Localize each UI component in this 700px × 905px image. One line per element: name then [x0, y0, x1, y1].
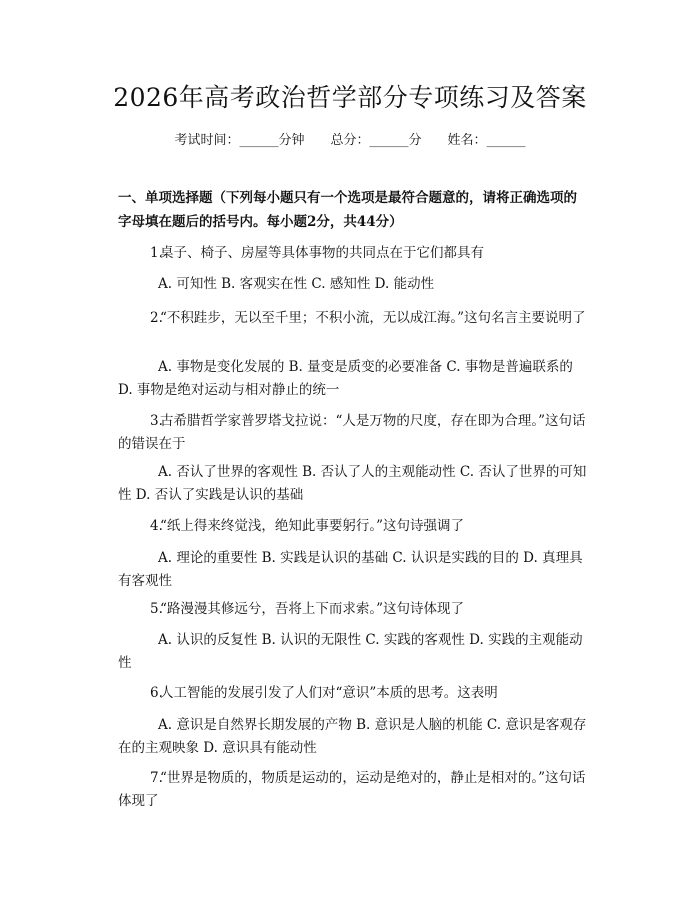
- question-options: A. 认识的反复性 B. 认识的无限性 C. 实践的客观性 D. 实践的主观能动性: [118, 632, 583, 671]
- total-score-field: 总分：______分: [330, 133, 422, 148]
- question-number: 2.: [150, 310, 163, 326]
- question-number: 1.: [150, 245, 163, 261]
- question-stem: [118, 242, 588, 265]
- question-text: “不积跬步，无以至千里；不积小流，无以成江海。”这句名言主要说明了: [160, 310, 586, 326]
- section-heading: 一、单项选择题（下列每小题只有一个选项是最符合题意的，请将正确选项的字母填在题后的括号内。每小题2分，共44分）: [118, 190, 577, 230]
- question-stem: [118, 307, 588, 330]
- question-text: “路漫漫其修远兮，吾将上下而求索。”这句诗体现了: [160, 601, 465, 617]
- question-text: 人工智能的发展引发了人们对“意识”本质的思考。这表明: [160, 685, 498, 701]
- question-options: A. 意识是自然界长期发展的产物 B. 意识是人脑的机能 C. 意识是客观存在的主观映象 D. 意识具有能动性: [118, 717, 587, 756]
- question-stem: [118, 682, 588, 705]
- question-options: A. 理论的重要性 B. 实践是认识的基础 C. 认识是实践的目的 D. 真理具有客观性: [118, 550, 583, 589]
- question-number: 5.: [150, 601, 163, 617]
- question-stem: [118, 598, 588, 621]
- question-text: 古希腊哲学家普罗塔戈拉说：“人是万物的尺度，存在即为合理。”这句话的错误在于: [118, 413, 586, 452]
- question-text: “世界是物质的，物质是运动的，运动是绝对的，静止是相对的。”这句话体现了: [118, 770, 586, 809]
- question-number: 6.: [150, 685, 163, 701]
- question-options: A. 否认了世界的客观性 B. 否认了人的主观能动性 C. 否认了世界的可知性 D. 否认了实践是认识的基础: [118, 464, 587, 503]
- question-options: A. 可知性 B. 客观实在性 C. 感知性 D. 能动性: [158, 276, 435, 292]
- question-options: A. 事物是变化发展的 B. 量变是质变的必要准备 C. 事物是普遍联系的 D. 事物是绝对运动与相对静止的统一: [118, 359, 573, 398]
- question-text: “纸上得来终觉浅，绝知此事要躬行。”这句诗强调了: [160, 518, 465, 534]
- question-stem: [118, 515, 588, 538]
- question-text: 桌子、椅子、房屋等具体事物的共同点在于它们都具有: [160, 245, 484, 261]
- student-name-field: 姓名：______: [447, 133, 526, 148]
- exam-time-field: 考试时间：______分钟: [174, 133, 305, 148]
- question-stem: [118, 767, 588, 813]
- question-stem: [118, 410, 588, 456]
- page-title: 2026年高考政治哲学部分专项练习及答案: [113, 83, 587, 112]
- exam-meta-line: [0, 132, 700, 150]
- question-number: 3.: [150, 413, 163, 429]
- question-number: 7.: [150, 770, 163, 786]
- question-number: 4.: [150, 518, 163, 534]
